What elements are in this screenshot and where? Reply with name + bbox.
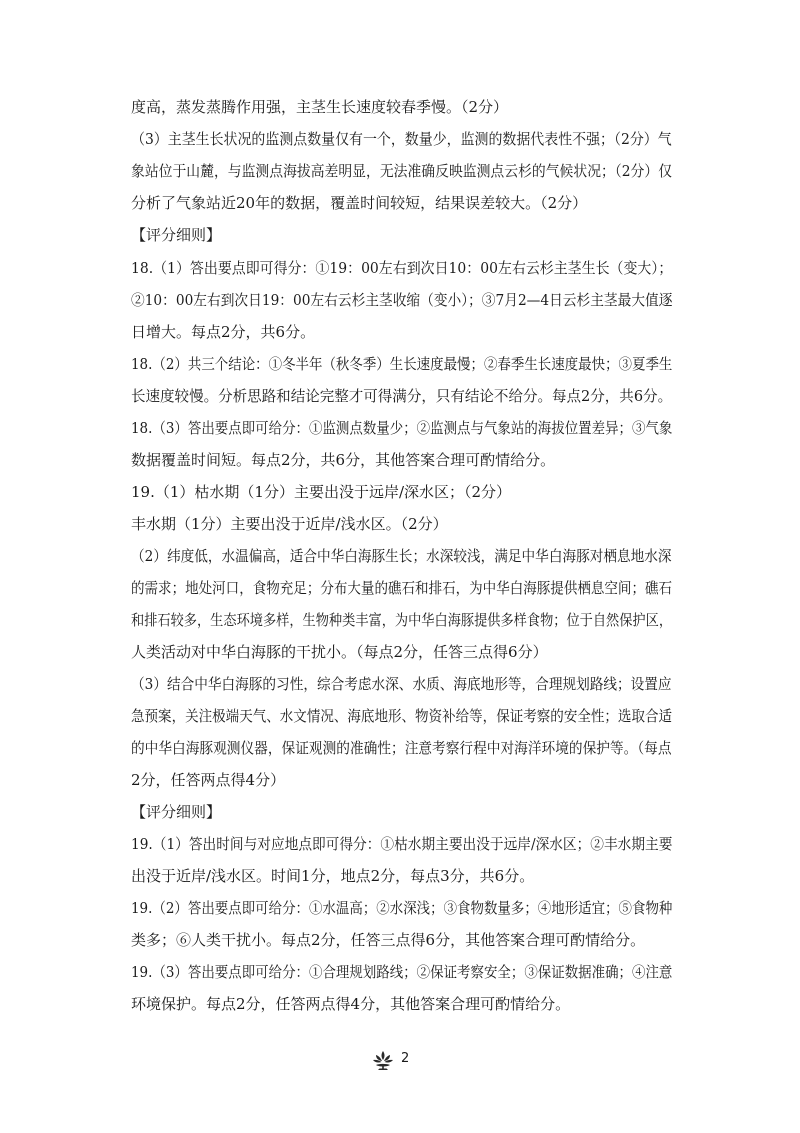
line-text: 19.（3）答出要点即可给分：①合理规划路线；②保证考察安全；③保证数据准确；④注意	[131, 963, 673, 981]
line-text: 19.（1）枯水期（1分）主要出没于远岸/深水区；（2分）	[131, 483, 512, 501]
line-text: 出没于近岸/浅水区。时间1分，地点2分，每点3分，共6分。	[131, 867, 535, 885]
line-text: 分析了气象站近20年的数据，覆盖时间较短，结果误差较大。（2分）	[131, 194, 588, 212]
line-text: 19.（1）答出时间与对应地点即可得分：①枯水期主要出没于远岸/深水区；②丰水期主要	[131, 835, 673, 853]
line-text: 急预案，关注极端天气、水文情况、海底地形、物资补给等，保证考察的安全性；选取合适	[131, 707, 673, 725]
line-text: 的需求；地处河口，食物充足；分布大量的礁石和排石，为中华白海豚提供栖息空间；礁石	[131, 579, 673, 597]
section-heading: 【评分细则】	[131, 803, 222, 821]
section-heading: 【评分细则】	[131, 226, 222, 244]
line-text: 环境保护。每点2分，任答两点得4分，其他答案合理可酌情给分。	[131, 995, 571, 1013]
line-text: 和排石较多，生态环境多样，生物种类丰富，为中华白海豚提供多样食物；位于自然保护区，	[131, 611, 673, 629]
page-footer	[0, 1046, 800, 1076]
line-text: 长速度较慢。分析思路和结论完整才可得满分，只有结论不给分。每点2分，共6分。	[131, 387, 673, 405]
line-text: 2分，任答两点得4分）	[131, 771, 286, 789]
lotus-logo-icon	[371, 1048, 395, 1072]
line-text: 象站位于山麓，与监测点海拔高差明显，无法准确反映监测点云杉的气候状况；（2分）仅	[131, 162, 673, 180]
page-number: 2	[401, 1051, 410, 1066]
line-text: （3）结合中华白海豚的习性，综合考虑水深、水质、海底地形等，合理规划路线；设置应	[131, 675, 672, 693]
line-text: 18.（1）答出要点即可得分：①19：00左右到次日10：00左右云杉主茎生长（变大）；	[131, 259, 673, 277]
line-text: 18.（3）答出要点即可给分：①监测点数量少；②监测点与气象站的海拔位置差异；③气象	[131, 419, 673, 437]
line-text: 的中华白海豚观测仪器，保证观测的准确性；注意考察行程中对海洋环境的保护等。（每点	[131, 739, 672, 757]
line-text: 丰水期（1分）主要出没于近岸/浅水区。（2分）	[131, 515, 448, 533]
line-text: ②10：00左右到次日19：00左右云杉主茎收缩（变小）；③7月2—4日云杉主茎最大值逐	[131, 291, 673, 309]
line-text: 19.（2）答出要点即可给分：①水温高；②水深浅；③食物数量多；④地形适宜；⑤食物种	[131, 899, 673, 917]
line-text: 数据覆盖时间短。每点2分，共6分，其他答案合理可酌情给分。	[131, 451, 556, 469]
line-text: 18.（2）共三个结论：①冬半年（秋冬季）生长速度最慢；②春季生长速度最快；③夏季生	[131, 355, 673, 373]
line-text: 人类活动对中华白海豚的干扰小。（每点2分，任答三点得6分）	[131, 643, 548, 661]
line-text: 度高，蒸发蒸腾作用强，主茎生长速度较春季慢。（2分）	[131, 98, 509, 116]
line-text: （3）主茎生长状况的监测点数量仅有一个，数量少，监测的数据代表性不强；（2分）气	[131, 130, 672, 148]
line-text: 类多；⑥人类干扰小。每点2分，任答三点得6分，其他答案合理可酌情给分。	[131, 931, 646, 949]
line-text: 日增大。每点2分，共6分。	[131, 323, 316, 341]
line-text: （2）纬度低，水温偏高，适合中华白海豚生长；水深较浅，满足中华白海豚对栖息地水深	[131, 547, 672, 565]
